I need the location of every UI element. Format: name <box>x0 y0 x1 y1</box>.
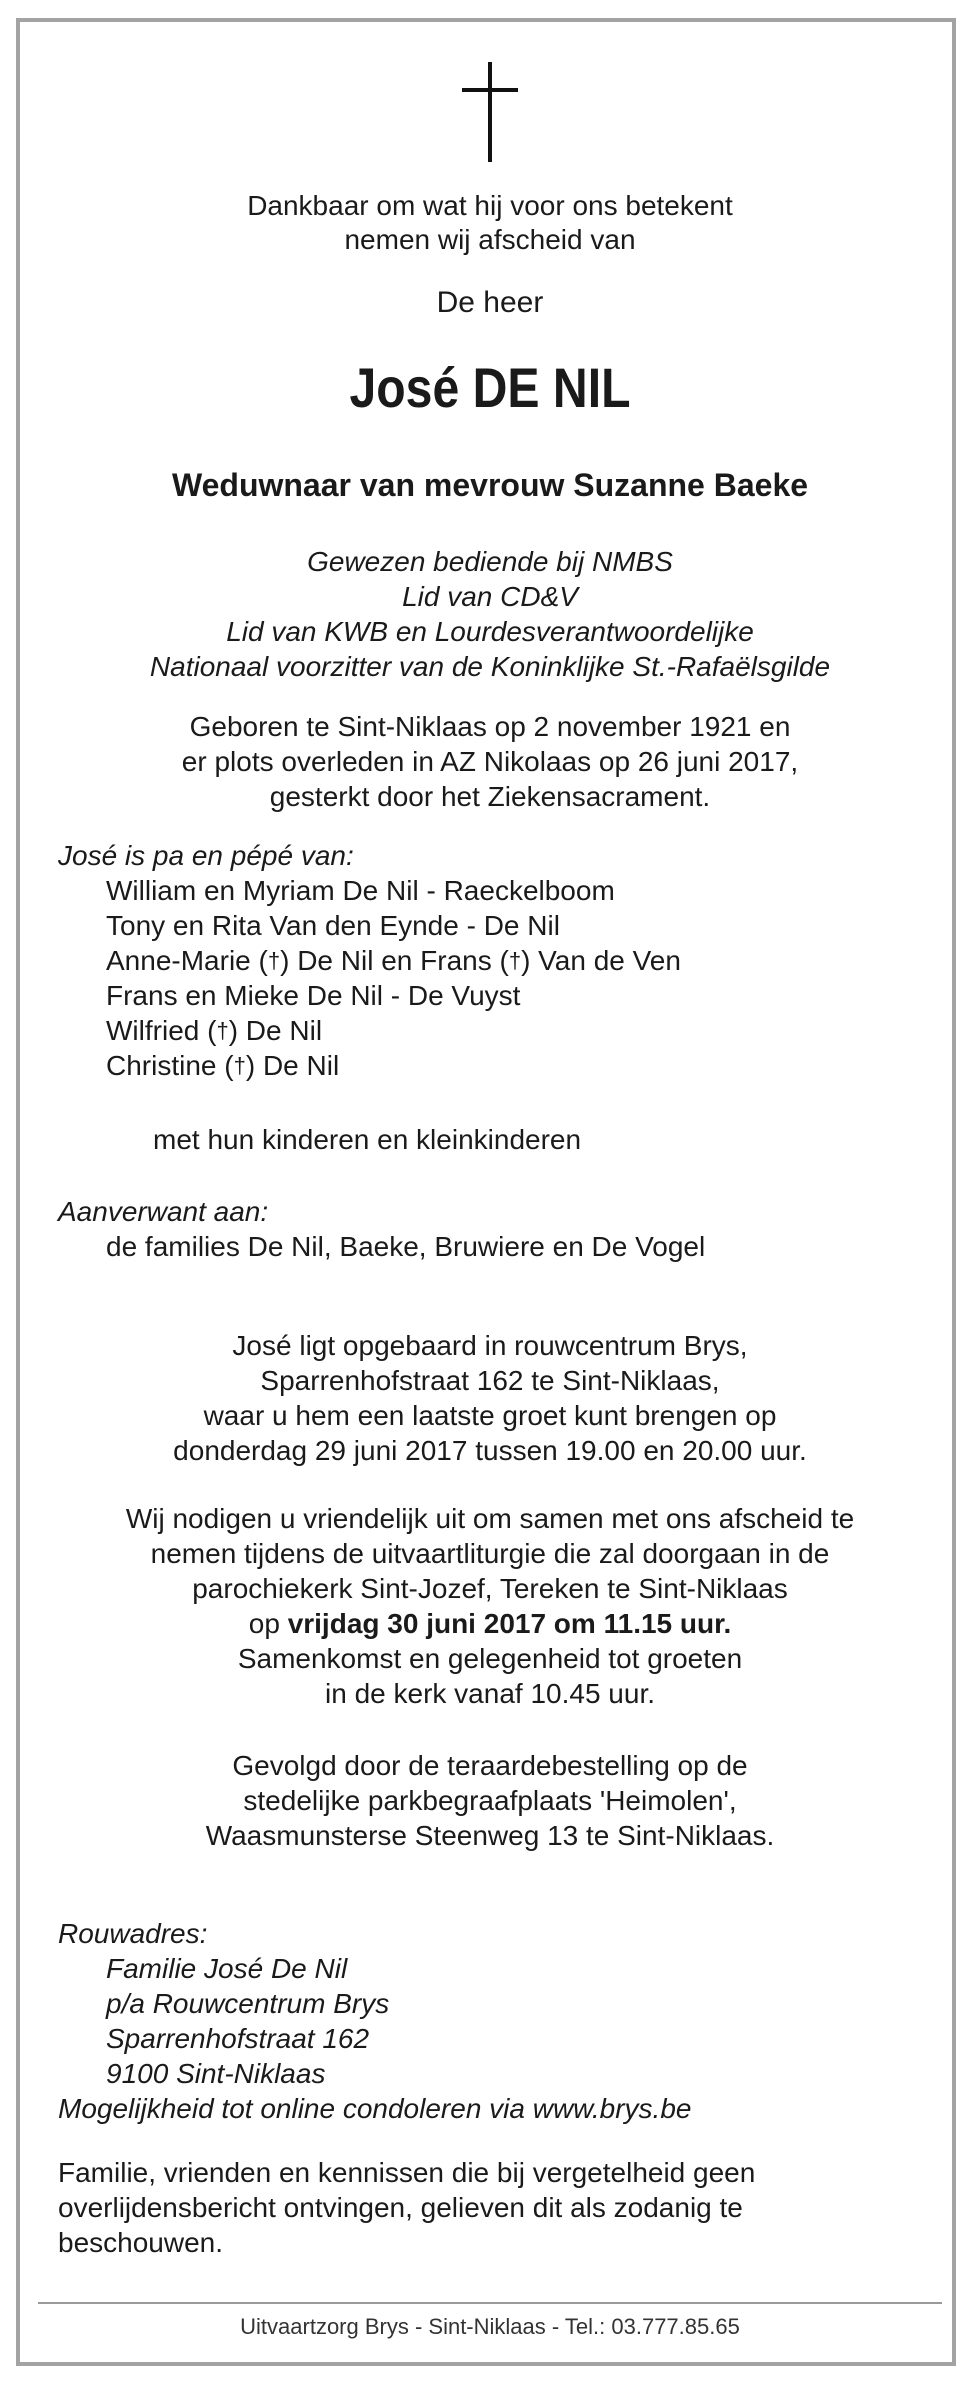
children-heading: José is pa en pépé van: <box>58 840 354 871</box>
dagger-icon: † <box>508 948 522 973</box>
burial-line-1: Gevolgd door de teraardebestelling op de <box>232 1750 748 1781</box>
service-line-1: Wij nodigen u vriendelijk uit om samen met ons afscheid te <box>125 1503 855 1534</box>
birth-line-1: Geboren te Sint-Niklaas op 2 november 1921 en <box>189 711 791 742</box>
service-line-2: nemen tijdens de uitvaartliturgie die zal doorgaan in de <box>150 1538 830 1569</box>
footer-divider <box>38 2302 942 2304</box>
relatives-heading: Aanverwant aan: <box>58 1196 269 1227</box>
address-heading: Rouwadres: <box>58 1918 208 1949</box>
deceased-name: José DE NIL <box>349 356 631 419</box>
viewing-line-3: waar u hem een laatste groet kunt brengen op <box>203 1400 777 1431</box>
grandchildren-line: met hun kinderen en kleinkinderen <box>153 1124 582 1155</box>
address-line-4: 9100 Sint-Niklaas <box>106 2058 326 2089</box>
service-date: vrijdag 30 juni 2017 om 11.15 uur. <box>287 1608 732 1639</box>
viewing-line-1: José ligt opgebaard in rouwcentrum Brys, <box>232 1330 748 1361</box>
child-5: Wilfried (†) De Nil <box>106 1015 323 1046</box>
role-1: Gewezen bediende bij NMBS <box>307 546 673 577</box>
relatives-line: de families De Nil, Baeke, Bruwiere en De Vogel <box>106 1231 706 1262</box>
child-6: Christine (†) De Nil <box>106 1050 340 1081</box>
burial-line-3: Waasmunsterse Steenweg 13 te Sint-Niklaas. <box>205 1820 775 1851</box>
child-3: Anne-Marie (†) De Nil en Frans (†) Van de Ven <box>106 945 681 976</box>
address-line-3: Sparrenhofstraat 162 <box>106 2023 370 2054</box>
closing-line-1: Familie, vrienden en kennissen die bij vergetelheid geen <box>58 2157 756 2188</box>
viewing-line-2: Sparrenhofstraat 162 te Sint-Niklaas, <box>260 1365 720 1396</box>
birth-line-2: er plots overleden in AZ Nikolaas op 26 juni 2017, <box>181 746 799 777</box>
footer-text: Uitvaartzorg Brys - Sint-Niklaas - Tel.: 03.777.85.65 <box>240 2314 740 2339</box>
online-condolence: Mogelijkheid tot online condoleren via www.brys.be <box>58 2093 692 2124</box>
burial-line-2: stedelijke parkbegraafplaats 'Heimolen', <box>243 1785 737 1816</box>
child-4: Frans en Mieke De Nil - De Vuyst <box>106 980 521 1011</box>
viewing-line-4: donderdag 29 juni 2017 tussen 19.00 en 20.00 uur. <box>173 1435 807 1466</box>
service-line-3: parochiekerk Sint-Jozef, Tereken te Sint-Niklaas <box>192 1573 788 1604</box>
address-line-2: p/a Rouwcentrum Brys <box>106 1988 390 2019</box>
dagger-icon: † <box>267 948 281 973</box>
service-line-5: Samenkomst en gelegenheid tot groeten <box>237 1643 743 1674</box>
child-2: Tony en Rita Van den Eynde - De Nil <box>106 910 560 941</box>
service-line-6: in de kerk vanaf 10.45 uur. <box>325 1678 655 1709</box>
spouse-line: Weduwnaar van mevrouw Suzanne Baeke <box>171 467 809 503</box>
service-line-4: op vrijdag 30 juni 2017 om 11.15 uur. <box>248 1608 732 1639</box>
role-4: Nationaal voorzitter van de Koninklijke St.-Rafaëlsgilde <box>149 651 831 682</box>
child-1: William en Myriam De Nil - Raeckelboom <box>106 875 615 906</box>
role-3: Lid van KWB en Lourdesverantwoordelijke <box>226 616 754 647</box>
dagger-icon: † <box>233 1053 246 1078</box>
opening-line-1: Dankbaar om wat hij voor ons betekent <box>247 190 733 221</box>
closing-line-2: overlijdensbericht ontvingen, gelieven dit als zodanig te <box>58 2192 743 2223</box>
honorific: De heer <box>436 286 544 319</box>
cross-icon <box>456 62 524 162</box>
dagger-icon: † <box>216 1018 229 1043</box>
birth-line-3: gesterkt door het Ziekensacrament. <box>269 781 711 812</box>
closing-line-3: beschouwen. <box>58 2227 224 2258</box>
opening-line-2: nemen wij afscheid van <box>344 224 636 255</box>
address-line-1: Familie José De Nil <box>106 1953 348 1984</box>
role-2: Lid van CD&V <box>402 581 578 612</box>
